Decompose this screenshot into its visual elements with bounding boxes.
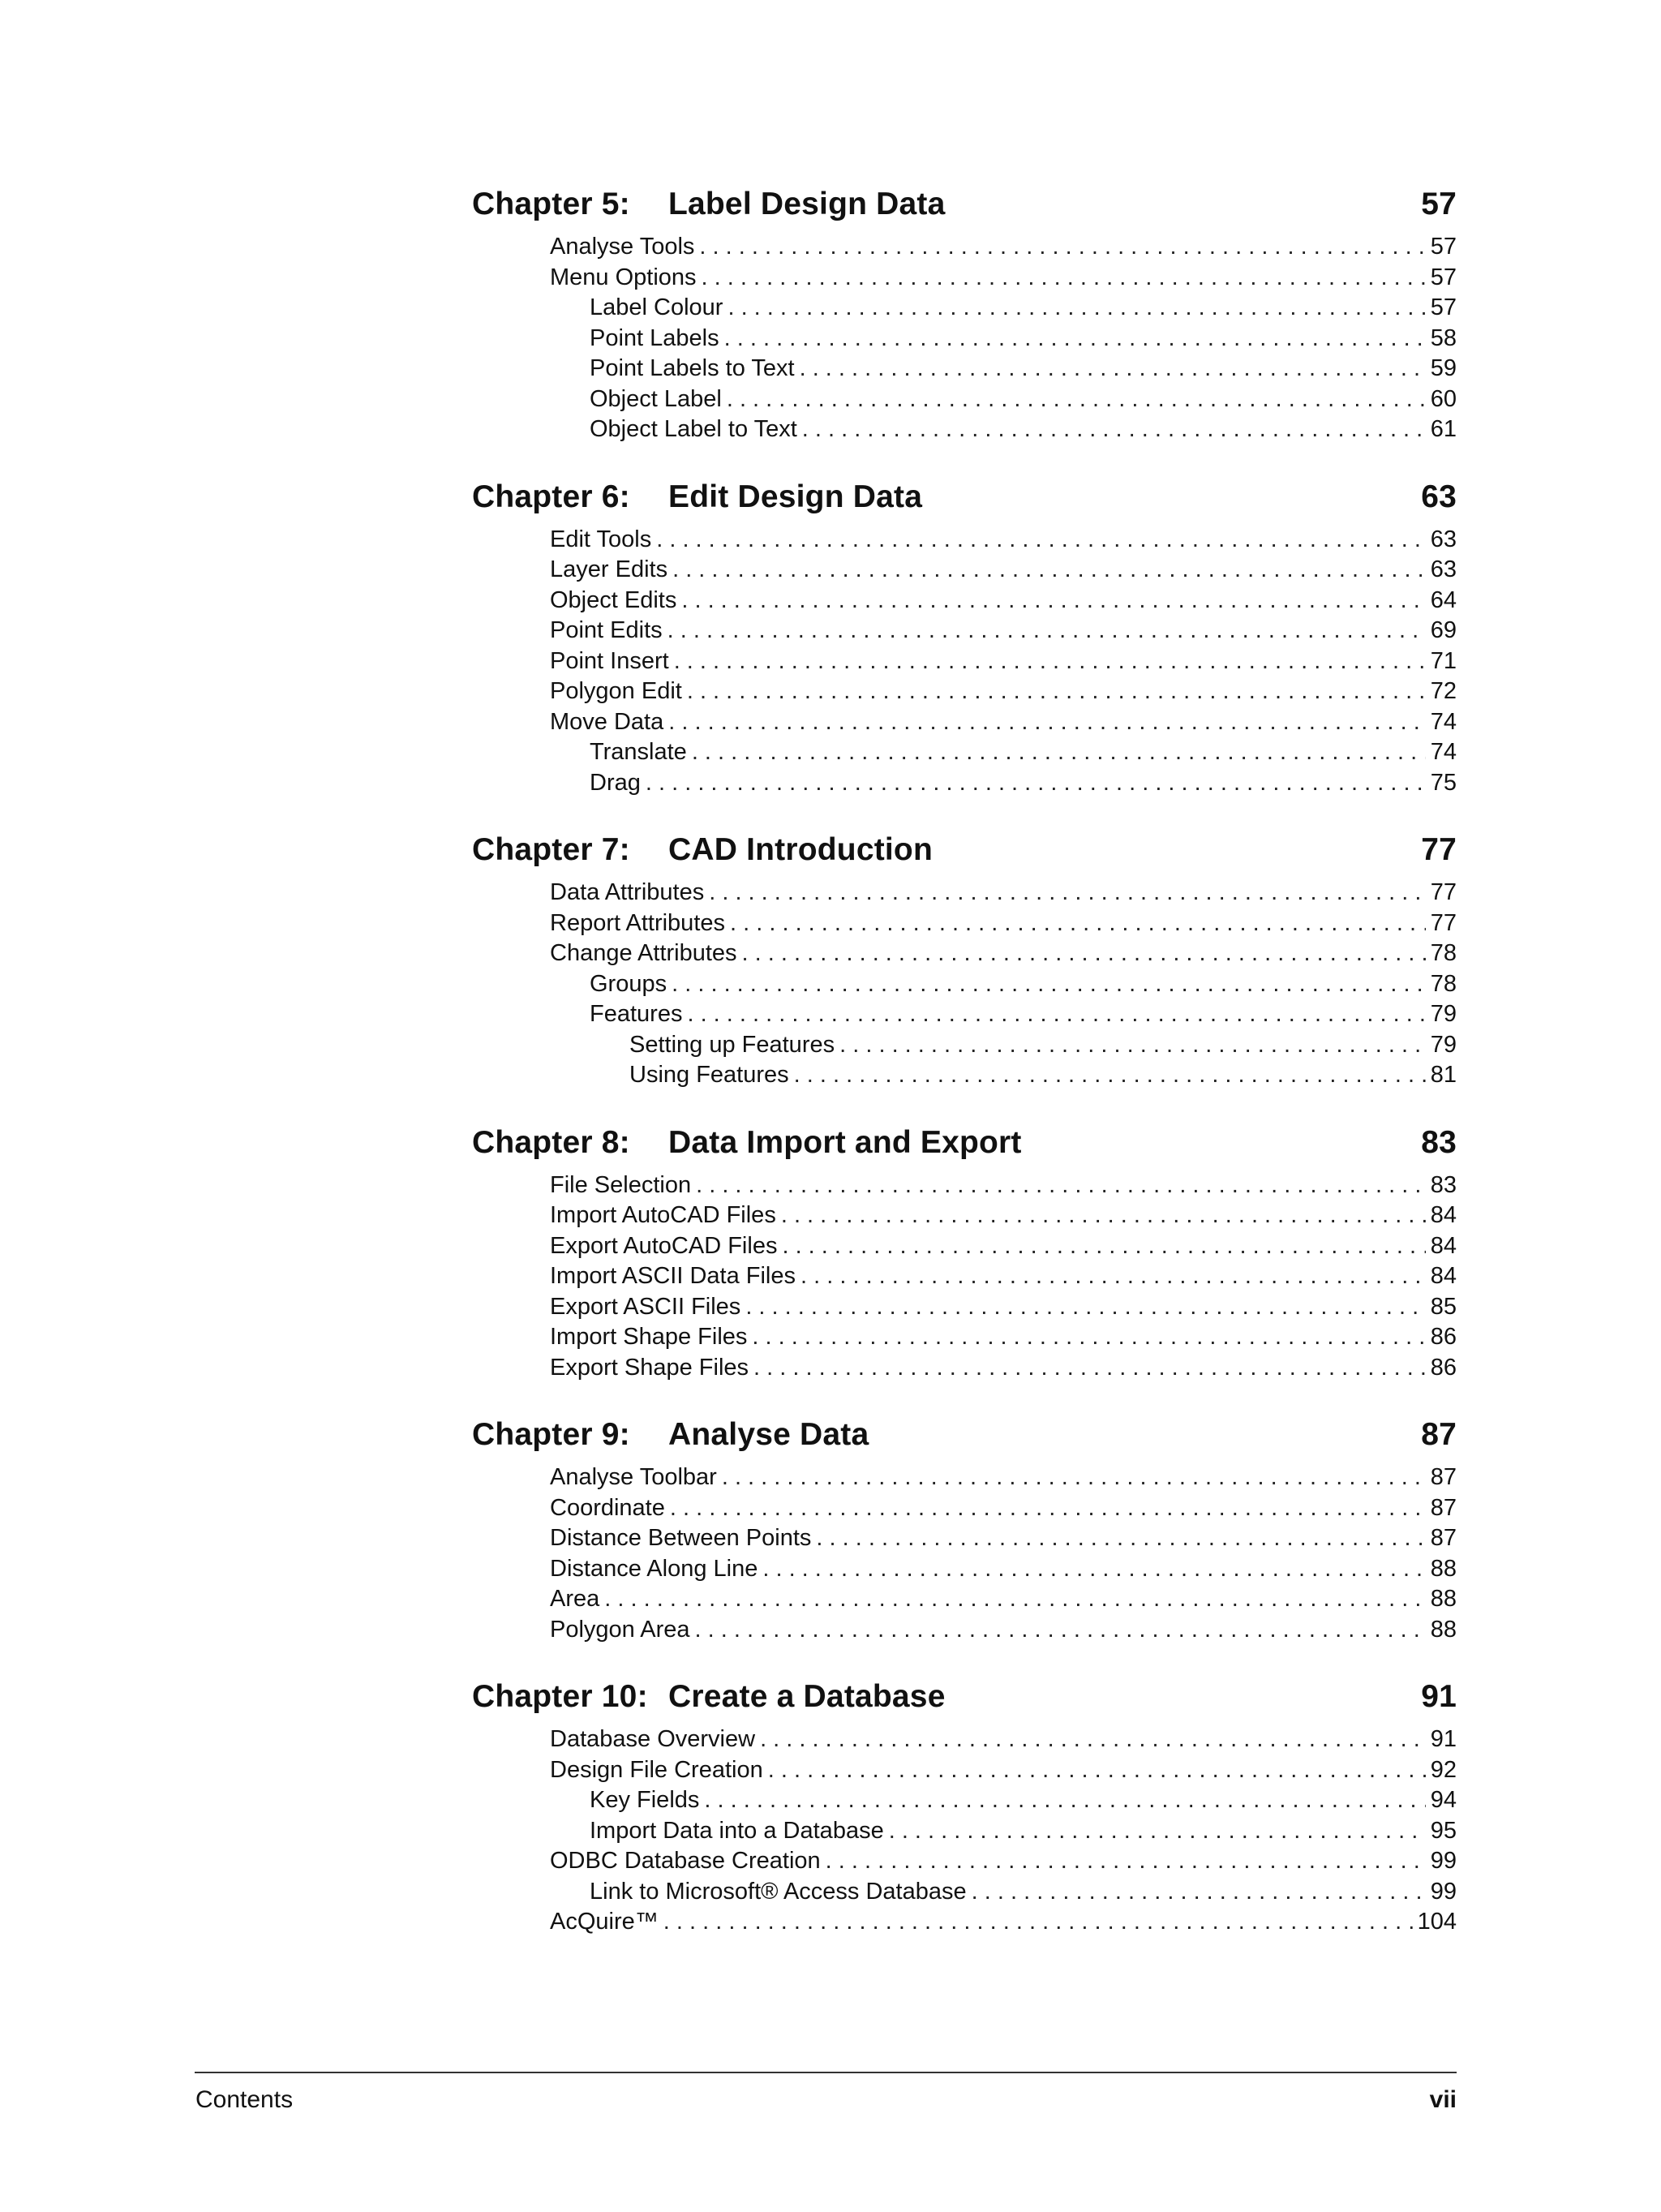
chapter-number: Chapter 6:	[472, 479, 630, 514]
toc-entry-label: Edit Tools	[550, 526, 652, 552]
dot-leader	[762, 1554, 1425, 1585]
dot-leader	[730, 908, 1426, 939]
toc-entry-page-number: 59	[1430, 355, 1457, 381]
toc-entry[interactable]	[472, 324, 1457, 354]
toc-entry-label: Distance Along Line	[550, 1555, 758, 1582]
chapter-heading[interactable]	[472, 1417, 1457, 1461]
chapter-heading[interactable]	[472, 479, 1457, 523]
dot-leader	[753, 1353, 1426, 1384]
toc-entry[interactable]	[472, 1462, 1457, 1493]
dot-leader	[724, 324, 1426, 354]
toc-entry-page-number: 79	[1430, 1001, 1457, 1027]
toc-entry[interactable]	[472, 1554, 1457, 1585]
dot-leader	[752, 1322, 1425, 1353]
dot-leader	[672, 555, 1426, 586]
toc-entry-label: Menu Options	[550, 264, 697, 290]
table-of-contents	[472, 187, 1457, 1972]
dot-leader	[699, 232, 1425, 263]
toc-entry-page-number: 84	[1430, 1202, 1457, 1228]
chapter-number: Chapter 7:	[472, 832, 630, 867]
toc-entry-page-number: 63	[1430, 526, 1457, 552]
toc-entry-label: Data Attributes	[550, 879, 705, 905]
toc-entry[interactable]	[472, 414, 1457, 445]
dot-leader	[704, 1785, 1425, 1816]
chapter-page-number: 91	[1421, 1679, 1457, 1714]
toc-entry[interactable]	[472, 1322, 1457, 1353]
toc-entry[interactable]	[472, 1060, 1457, 1091]
toc-entry[interactable]	[472, 384, 1457, 415]
toc-entry[interactable]	[472, 768, 1457, 799]
toc-entry-label: Setting up Features	[629, 1031, 835, 1058]
chapter-page-number: 63	[1421, 479, 1457, 514]
dot-leader	[800, 1261, 1426, 1292]
toc-entry-page-number: 84	[1430, 1263, 1457, 1289]
toc-entry-label: Change Attributes	[550, 940, 737, 966]
dot-leader	[839, 1030, 1426, 1061]
toc-entry-label: Translate	[590, 739, 687, 765]
toc-entry-page-number: 79	[1430, 1031, 1457, 1058]
toc-chapter	[472, 479, 1457, 799]
toc-entry-label: Object Label	[590, 385, 722, 412]
chapter-number: Chapter 9:	[472, 1417, 630, 1452]
toc-entry-label: Point Labels	[590, 324, 719, 351]
toc-entry-page-number: 78	[1430, 940, 1457, 966]
toc-entry-page-number: 72	[1430, 678, 1457, 704]
toc-entry-page-number: 87	[1430, 1494, 1457, 1521]
toc-entry-page-number: 75	[1430, 769, 1457, 796]
toc-entry-label: Drag	[590, 769, 641, 796]
dot-leader	[663, 1907, 1413, 1938]
toc-entry-label: Import AutoCAD Files	[550, 1202, 776, 1228]
dot-leader	[727, 384, 1426, 415]
chapter-title: Create a Database	[668, 1679, 946, 1714]
toc-entry-page-number: 57	[1430, 294, 1457, 320]
dot-leader	[695, 1615, 1426, 1646]
toc-entry-page-number: 74	[1430, 739, 1457, 765]
dot-leader	[972, 1877, 1426, 1908]
toc-entry[interactable]	[472, 707, 1457, 738]
toc-entry-page-number: 60	[1430, 385, 1457, 412]
toc-entry-label: Object Label to Text	[590, 416, 797, 442]
toc-chapter	[472, 187, 1457, 445]
dot-leader	[646, 768, 1426, 799]
toc-entry-page-number: 57	[1430, 234, 1457, 260]
toc-entry[interactable]	[472, 1725, 1457, 1755]
toc-entry[interactable]	[472, 354, 1457, 384]
toc-entry[interactable]	[472, 908, 1457, 939]
dot-leader	[687, 676, 1426, 707]
toc-entry-label: Analyse Tools	[550, 234, 695, 260]
toc-entry-page-number: 88	[1430, 1555, 1457, 1582]
toc-entry-label: Features	[590, 1001, 683, 1027]
toc-entry-page-number: 87	[1430, 1525, 1457, 1551]
toc-entry-page-number: 86	[1430, 1354, 1457, 1381]
toc-entry-label: Polygon Edit	[550, 678, 682, 704]
footer-page-number: vii	[1429, 2086, 1457, 2113]
toc-entry[interactable]	[472, 232, 1457, 263]
chapter-heading[interactable]	[472, 187, 1457, 230]
toc-entry-page-number: 77	[1430, 909, 1457, 936]
toc-entry[interactable]	[472, 1493, 1457, 1524]
toc-entry-label: Polygon Area	[550, 1616, 690, 1643]
toc-entry-page-number: 99	[1430, 1848, 1457, 1874]
toc-entry-page-number: 74	[1430, 708, 1457, 735]
toc-chapter	[472, 1417, 1457, 1645]
dot-leader	[672, 969, 1426, 1000]
dot-leader	[826, 1846, 1426, 1877]
chapter-page-number: 57	[1421, 187, 1457, 221]
dot-leader	[794, 1060, 1426, 1091]
toc-entry-label: Import Data into a Database	[590, 1817, 884, 1844]
toc-entry[interactable]	[472, 1523, 1457, 1554]
toc-chapter	[472, 1125, 1457, 1384]
toc-entry-label: Area	[550, 1586, 600, 1612]
toc-entry-page-number: 88	[1430, 1616, 1457, 1643]
chapter-page-number: 77	[1421, 832, 1457, 867]
toc-entry[interactable]	[472, 999, 1457, 1030]
toc-entry-label: Distance Between Points	[550, 1525, 812, 1551]
toc-entry-page-number: 78	[1430, 970, 1457, 997]
dot-leader	[681, 586, 1425, 616]
chapter-number: Chapter 8:	[472, 1124, 630, 1160]
toc-entry-label: Coordinate	[550, 1494, 665, 1521]
toc-entry[interactable]	[472, 263, 1457, 294]
toc-entry-page-number: 104	[1417, 1909, 1457, 1935]
toc-entry-page-number: 85	[1430, 1293, 1457, 1320]
toc-entry[interactable]	[472, 938, 1457, 969]
chapter-number: Chapter 10:	[472, 1679, 648, 1714]
toc-entry[interactable]	[472, 1584, 1457, 1615]
dot-leader	[760, 1725, 1426, 1755]
toc-entry-label: Analyse Toolbar	[550, 1464, 717, 1490]
dot-leader	[727, 293, 1425, 324]
toc-entry[interactable]	[472, 1261, 1457, 1292]
toc-entry-page-number: 77	[1430, 879, 1457, 905]
toc-entry-label: Object Edits	[550, 586, 677, 613]
dot-leader	[670, 1493, 1426, 1524]
chapter-title: Label Design Data	[668, 187, 946, 221]
dot-leader	[781, 1200, 1426, 1231]
toc-entry-page-number: 83	[1430, 1171, 1457, 1198]
chapter-title: CAD Introduction	[668, 832, 933, 867]
dot-leader	[674, 646, 1426, 677]
dot-leader	[696, 1170, 1426, 1201]
toc-entry-page-number: 84	[1430, 1232, 1457, 1259]
dot-leader	[802, 414, 1426, 445]
toc-entry[interactable]	[472, 293, 1457, 324]
dot-leader	[687, 999, 1425, 1030]
dot-leader	[782, 1231, 1425, 1262]
toc-entry[interactable]	[472, 586, 1457, 616]
toc-entry-label: Export Shape Files	[550, 1354, 749, 1381]
toc-entry-page-number: 63	[1430, 556, 1457, 582]
footer-section-label: Contents	[195, 2086, 294, 2113]
chapter-number: Chapter 5:	[472, 187, 630, 221]
toc-entry-label: Key Fields	[590, 1787, 700, 1813]
chapter-page-number: 87	[1421, 1417, 1457, 1452]
toc-entry-label: File Selection	[550, 1171, 692, 1198]
toc-entry-page-number: 81	[1430, 1062, 1457, 1088]
toc-entry-label: Import ASCII Data Files	[550, 1263, 796, 1289]
toc-chapter	[472, 832, 1457, 1091]
toc-entry-label: Using Features	[629, 1062, 789, 1088]
toc-entry-label: AcQuire™	[550, 1909, 659, 1935]
toc-entry-label: Layer Edits	[550, 556, 668, 582]
toc-entry-page-number: 61	[1430, 416, 1457, 442]
chapter-heading[interactable]	[472, 1679, 1457, 1723]
dot-leader	[709, 878, 1426, 908]
toc-entry[interactable]	[472, 878, 1457, 908]
dot-leader	[800, 354, 1426, 384]
toc-entry[interactable]	[472, 1030, 1457, 1061]
dot-leader	[604, 1584, 1425, 1615]
dot-leader	[668, 707, 1426, 738]
toc-entry-page-number: 91	[1430, 1726, 1457, 1752]
toc-entry[interactable]	[472, 676, 1457, 707]
dot-leader	[768, 1755, 1426, 1786]
dot-leader	[702, 263, 1426, 294]
chapter-title: Data Import and Export	[668, 1124, 1022, 1160]
dot-leader	[889, 1816, 1426, 1847]
toc-entry-label: Point Edits	[550, 617, 663, 643]
dot-leader	[656, 525, 1426, 556]
toc-entry-page-number: 86	[1430, 1324, 1457, 1350]
chapter-heading[interactable]	[472, 1125, 1457, 1169]
dot-leader	[745, 1292, 1425, 1323]
toc-entry[interactable]	[472, 646, 1457, 677]
toc-entry-label: Point Insert	[550, 647, 669, 674]
toc-entry-label: ODBC Database Creation	[550, 1848, 821, 1874]
toc-entry-page-number: 95	[1430, 1817, 1457, 1844]
toc-entry[interactable]	[472, 1292, 1457, 1323]
toc-entry-label: Design File Creation	[550, 1756, 763, 1783]
toc-entry[interactable]	[472, 1170, 1457, 1201]
footer-divider	[195, 2072, 1457, 2073]
toc-entry-page-number: 94	[1430, 1787, 1457, 1813]
toc-entry-label: Report Attributes	[550, 909, 725, 936]
toc-entry[interactable]	[472, 555, 1457, 586]
toc-entry-label: Export AutoCAD Files	[550, 1232, 778, 1259]
toc-entry-label: Groups	[590, 970, 667, 997]
dot-leader	[742, 938, 1426, 969]
toc-entry-page-number: 57	[1430, 264, 1457, 290]
toc-entry-page-number: 64	[1430, 586, 1457, 613]
toc-entry-label: Move Data	[550, 708, 664, 735]
toc-chapter	[472, 1679, 1457, 1938]
chapter-heading[interactable]	[472, 832, 1457, 876]
toc-entry[interactable]	[472, 1615, 1457, 1646]
toc-entry-page-number: 58	[1430, 324, 1457, 351]
toc-entry-label: Link to Microsoft® Access Database	[590, 1878, 967, 1905]
toc-entry-label: Export ASCII Files	[550, 1293, 741, 1320]
dot-leader	[667, 616, 1426, 646]
toc-entry[interactable]	[472, 1785, 1457, 1816]
toc-entry[interactable]	[472, 1353, 1457, 1384]
toc-entry[interactable]	[472, 737, 1457, 768]
chapter-title: Edit Design Data	[668, 479, 923, 514]
chapter-page-number: 83	[1421, 1124, 1457, 1160]
toc-entry-label: Label Colour	[590, 294, 723, 320]
toc-entry-page-number: 88	[1430, 1586, 1457, 1612]
toc-entry[interactable]	[472, 1231, 1457, 1262]
dot-leader	[692, 737, 1426, 768]
toc-entry-label: Point Labels to Text	[590, 355, 795, 381]
toc-entry-page-number: 92	[1430, 1756, 1457, 1783]
toc-entry[interactable]	[472, 616, 1457, 646]
toc-entry-page-number: 87	[1430, 1464, 1457, 1490]
toc-entry[interactable]	[472, 1877, 1457, 1908]
toc-entry[interactable]	[472, 525, 1457, 556]
toc-entry-page-number: 71	[1430, 647, 1457, 674]
toc-entry[interactable]	[472, 1846, 1457, 1877]
toc-entry[interactable]	[472, 1200, 1457, 1231]
toc-entry-label: Import Shape Files	[550, 1324, 748, 1350]
toc-entry[interactable]	[472, 969, 1457, 1000]
toc-entry[interactable]	[472, 1907, 1457, 1938]
toc-entry-label: Database Overview	[550, 1726, 756, 1752]
toc-entry-page-number: 99	[1430, 1878, 1457, 1905]
chapter-title: Analyse Data	[668, 1417, 869, 1452]
toc-entry[interactable]	[472, 1816, 1457, 1847]
dot-leader	[722, 1462, 1426, 1493]
dot-leader	[816, 1523, 1425, 1554]
toc-entry[interactable]	[472, 1755, 1457, 1786]
toc-entry-page-number: 69	[1430, 617, 1457, 643]
